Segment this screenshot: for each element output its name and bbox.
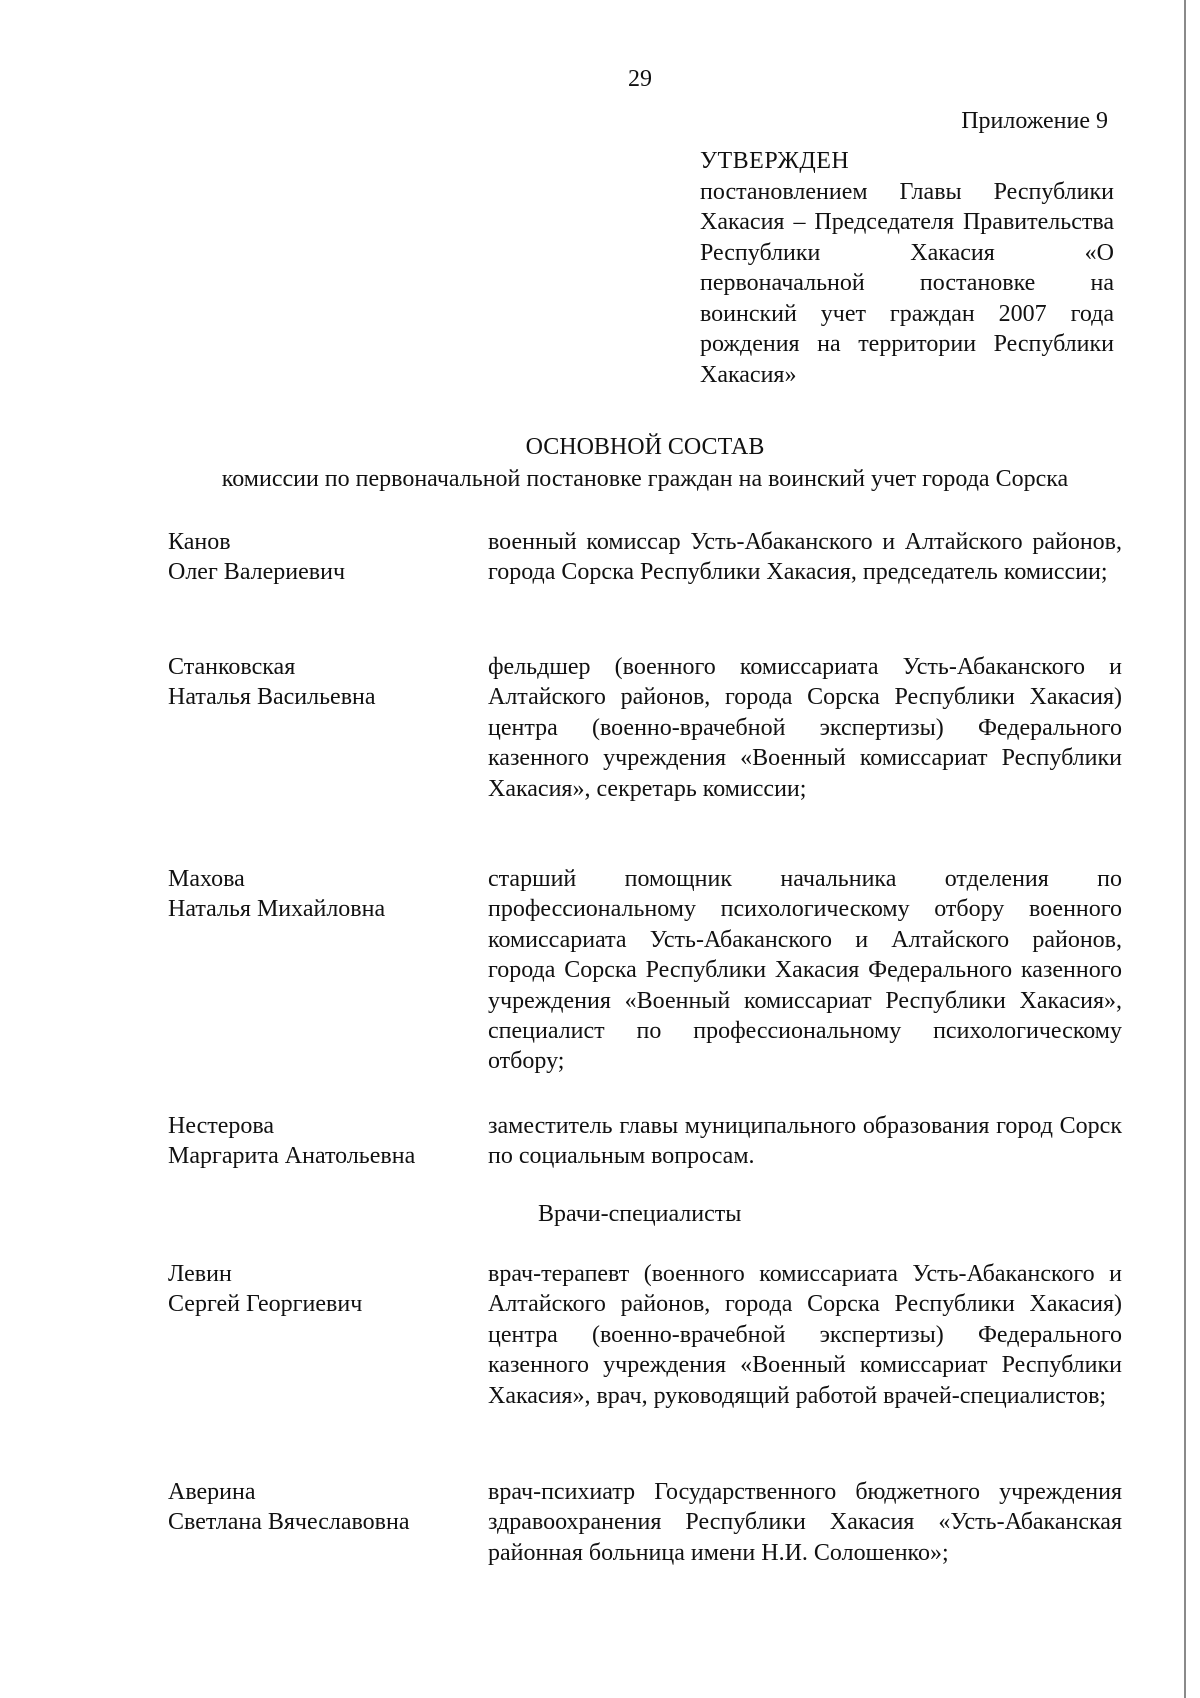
- approval-block: [700, 146, 1114, 390]
- doctor-given-names: Светлана Вячеславовна: [168, 1509, 410, 1536]
- doctor-surname: Аверина: [168, 1479, 256, 1505]
- member-name: [168, 1111, 468, 1172]
- member-given-names: Маргарита Анатольевна: [168, 1143, 416, 1170]
- document-title: ОСНОВНОЙ СОСТАВ: [525, 434, 765, 460]
- member-name: [168, 652, 468, 713]
- approval-text: постановлением Главы Республики Хакасия – Председателя Правительства Республики Хакасия «О первоначальной постановке на воинский учет граждан 2007 года рождения на территории Республики Хакасия»: [700, 178, 1114, 388]
- member-given-names: Олег Валериевич: [168, 559, 346, 586]
- doctor-surname: Левин: [168, 1261, 232, 1287]
- doctor-role: врач-психиатр Государственного бюджетного учреждения здравоохранения Республики Хакасия «Усть-Абаканская районная больница имени Н.И. Солошенко»;: [488, 1479, 1122, 1566]
- member-surname: Нестерова: [168, 1113, 275, 1139]
- member-surname: Канов: [168, 529, 231, 555]
- member-surname: Станковская: [168, 654, 296, 680]
- scan-edge-line: [1184, 0, 1186, 1698]
- approved-label: УТВЕРЖДЕН: [700, 148, 850, 174]
- member-role: заместитель главы муниципального образования город Сорск по социальным вопросам.: [488, 1113, 1122, 1170]
- doctor-given-names: Сергей Георгиевич: [168, 1291, 363, 1318]
- member-name: [168, 864, 468, 925]
- member-role: старший помощник начальника отделения по профессиональному психологическому отбору военного комиссариата Усть-Абаканского и Алтайского районов, города Сорска Республики Хакасия Федерального казенного учреждения «Военный комиссариат Республики Хакасия», специалист по профессиональному психологическому отбору;: [488, 866, 1122, 1075]
- doctor-name: [168, 1477, 468, 1538]
- member-surname: Махова: [168, 866, 245, 892]
- doctor-name: [168, 1259, 468, 1320]
- member-role: фельдшер (военного комиссариата Усть-Абаканского и Алтайского районов, города Сорска Республики Хакасия) центра (военно-врачебной экспертизы) Федерального казенного учреждения «Военный комиссариат Республики Хакасия», секретарь комиссии;: [488, 654, 1122, 802]
- section-heading-specialists: Врачи-специалисты: [538, 1201, 742, 1227]
- member-role: военный комиссар Усть-Абаканского и Алтайского районов, города Сорска Республики Хакасия, председатель комиссии;: [488, 529, 1122, 586]
- appendix-label: Приложение 9: [961, 108, 1108, 134]
- member-given-names: Наталья Васильевна: [168, 684, 376, 711]
- doctor-role: врач-терапевт (военного комиссариата Усть-Абаканского и Алтайского районов, города Сорска Республики Хакасия) центра (военно-врачебной экспертизы) Федерального казенного учреждения «Военный комиссариат Республики Хакасия», врач, руководящий работой врачей-специалистов;: [488, 1261, 1122, 1409]
- member-given-names: Наталья Михайловна: [168, 896, 386, 923]
- member-name: [168, 527, 468, 588]
- page-number: 29: [628, 66, 652, 92]
- document-subtitle: комиссии по первоначальной постановке граждан на воинский учет города Сорска: [221, 466, 1069, 492]
